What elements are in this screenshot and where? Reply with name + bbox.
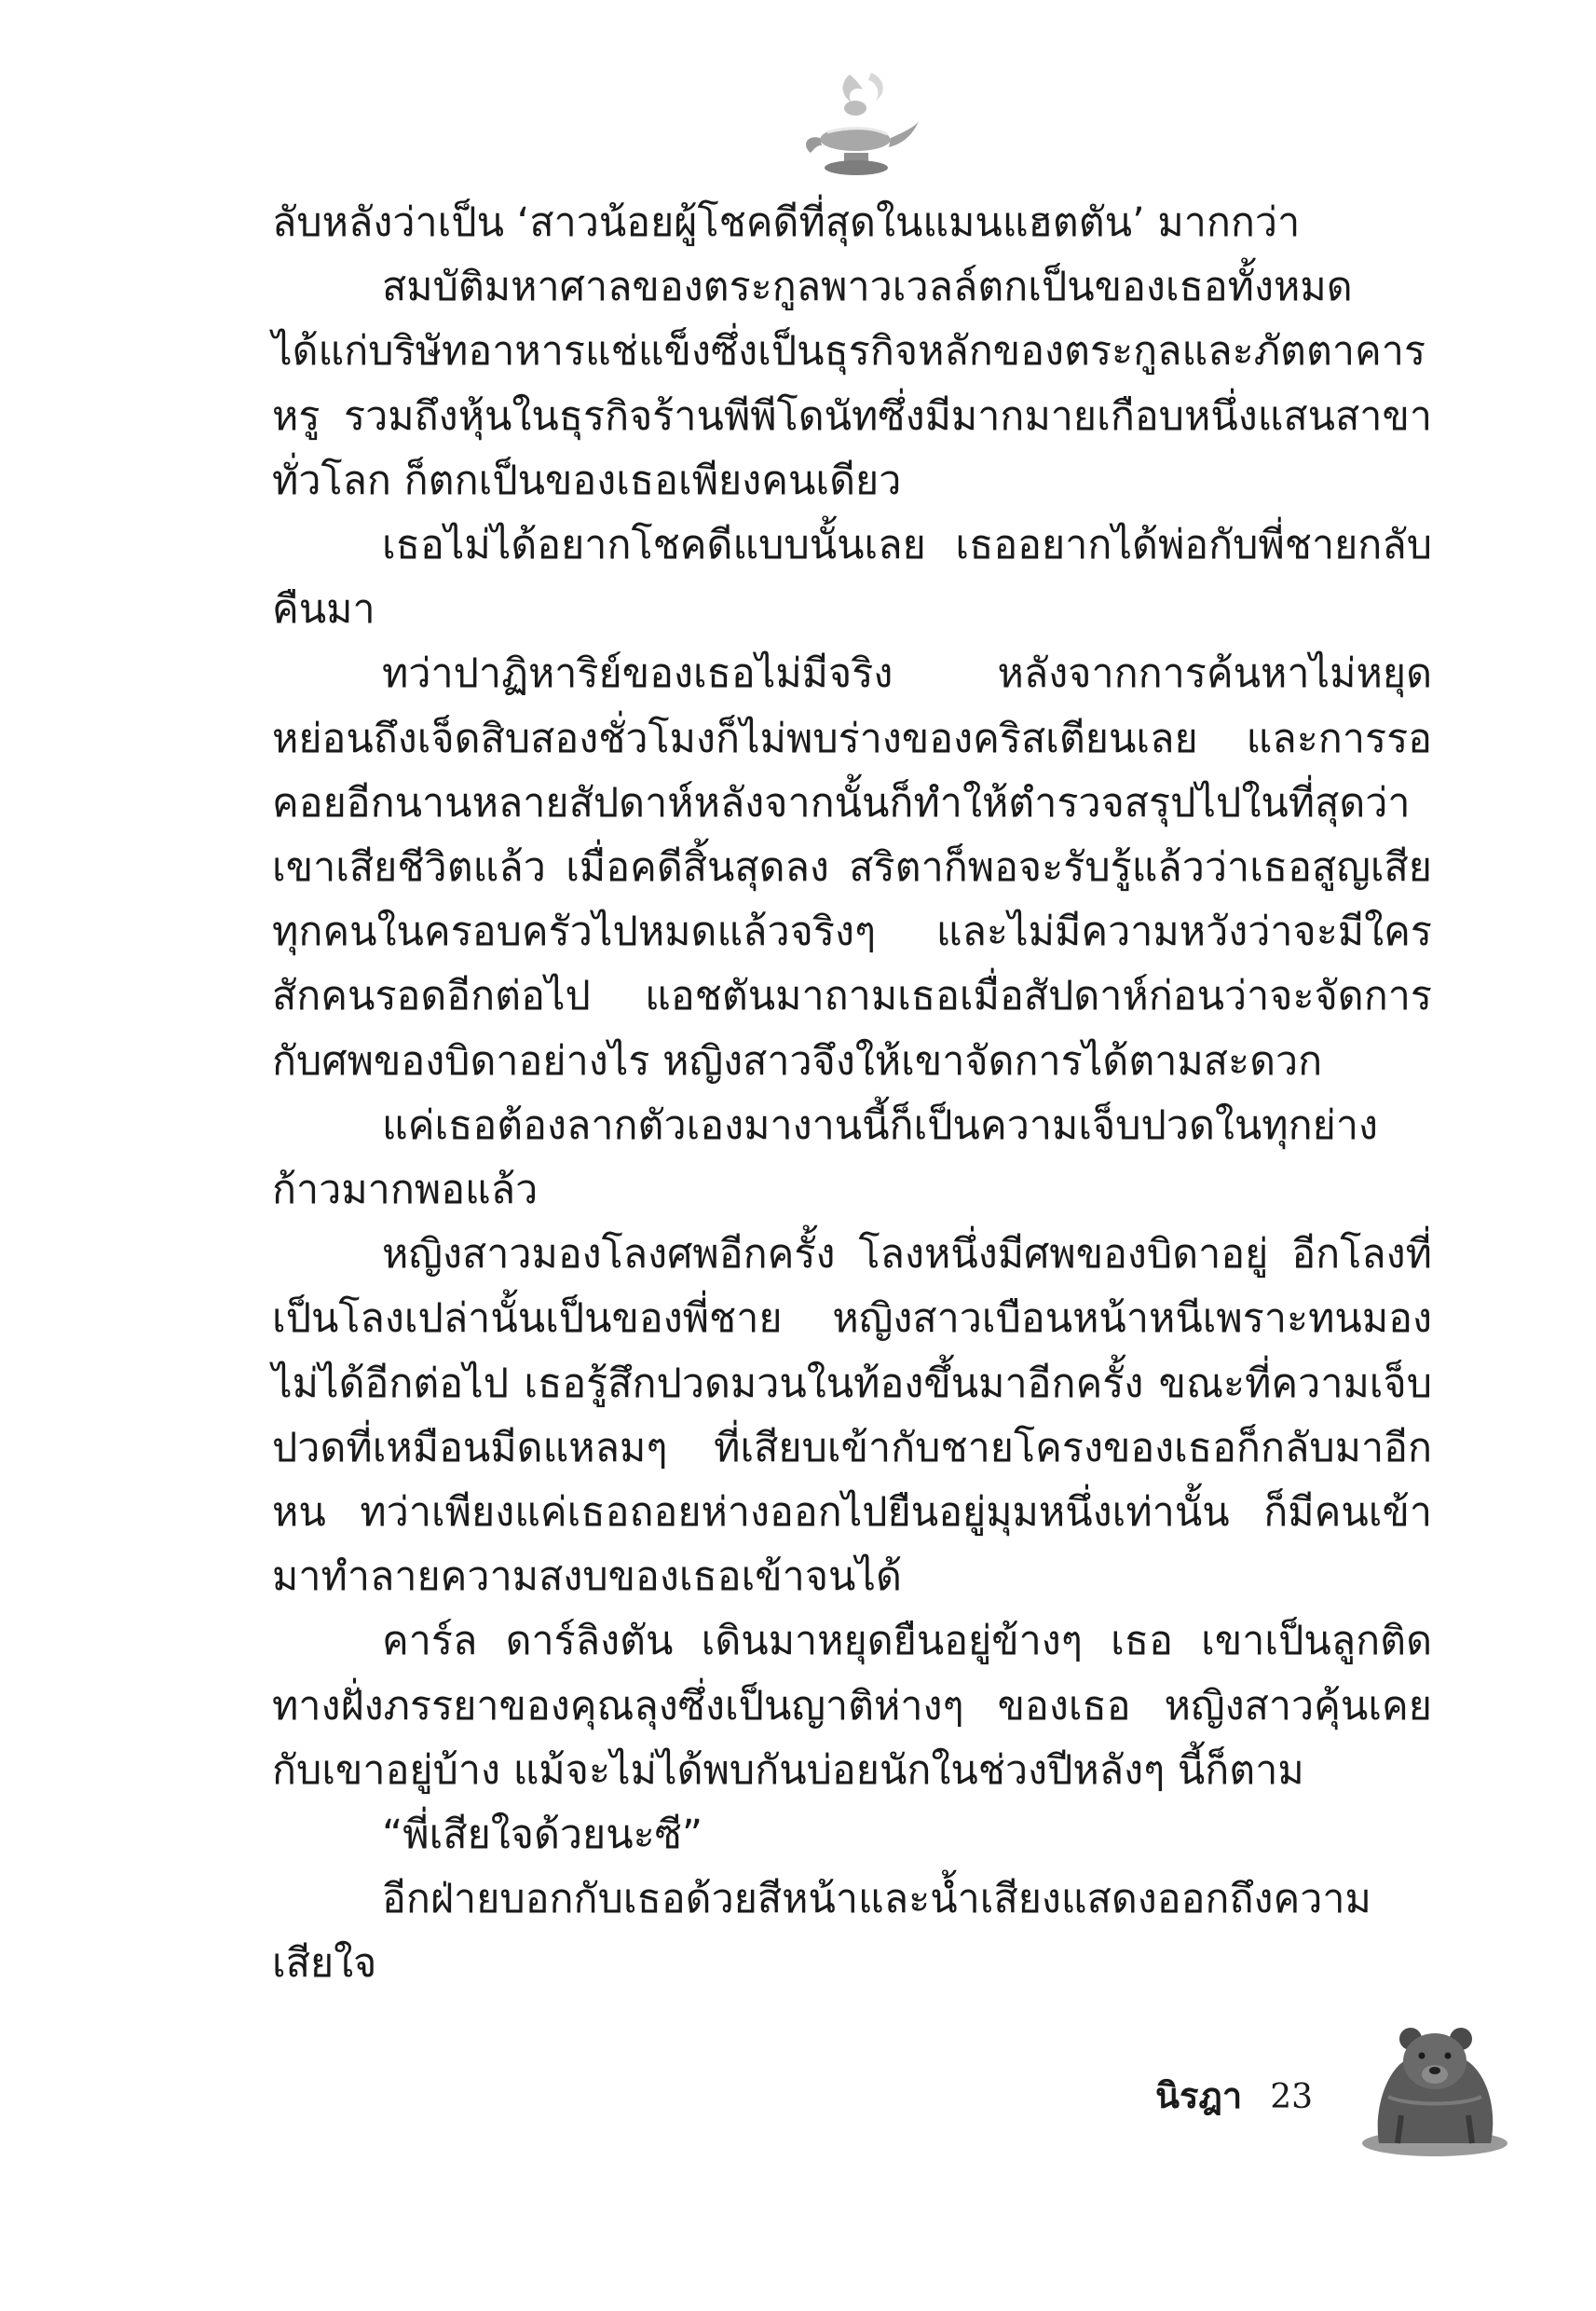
genie-lamp-icon bbox=[783, 65, 922, 196]
paragraph-4: ทว่าปาฏิหาริย์ของเธอไม่มีจริง หลังจากการค้นหาไม่หยุดหย่อนถึงเจ็ดสิบสองชั่วโมงก็ไม่พบร่างของคริสเตียนเลย และการรอคอยอีกนานหลายสัปดาห์หลังจากนั้นก็ทำให้ตำรวจสรุปไปในที่สุดว่าเขาเสียชีวิตแล้ว เมื่อคดีสิ้นสุดลง สริตาก็พอจะรับรู้แล้วว่าเธอสูญเสียทุกคนในครอบครัวไปหมดแล้วจริงๆ และไม่มีความหวังว่าจะมีใครสักคนรอดอีกต่อไป แอชตันมาถามเธอเมื่อสัปดาห์ก่อนว่าจะจัดการกับศพของบิดาอย่างไร หญิงสาวจึงให้เขาจัดการได้ตามสะดวก bbox=[272, 650, 1432, 1085]
paragraph-3: เธอไม่ได้อยากโชคดีแบบนั้นเลย เธออยากได้พ่อกับพี่ชายกลับคืนมา bbox=[272, 522, 1432, 634]
paragraph-5: แค่เธอต้องลากตัวเองมางานนี้ก็เป็นความเจ็บปวดในทุกย่างก้าวมากพอแล้ว bbox=[272, 1101, 1379, 1214]
paragraph-2: สมบัติมหาศาลของตระกูลพาวเวลล์ตกเป็นของเธอทั้งหมด ได้แก่บริษัทอาหารแช่แข็งซึ่งเป็นธุรกิจหลักของตระกูลและภัตตาคารหรู รวมถึงหุ้นในธุรกิจร้านพีพีโดนัทซึ่งมีมากมายเกือบหนึ่งแสนสาขาทั่วโลก ก็ตกเป็นของเธอเพียงคนเดียว bbox=[272, 264, 1432, 504]
page-number: 23 bbox=[1270, 2078, 1314, 2116]
bear-photo-icon bbox=[1360, 2003, 1509, 2162]
paragraph-6: หญิงสาวมองโลงศพอีกครั้ง โลงหนึ่งมีศพของบิดาอยู่ อีกโลงที่เป็นโลงเปล่านั้นเป็นของพี่ชาย หญิงสาวเบือนหน้าหนีเพราะทนมองไม่ได้อีกต่อไป เธอรู้สึกปวดมวนในท้องขึ้นมาอีกครั้ง ขณะที่ความเจ็บปวดที่เหมือนมีดแหลมๆ ที่เสียบเข้ากับชายโครงของเธอก็กลับมาอีกหน ทว่าเพียงแค่เธอถอยห่างออกไปยืนอยู่มุมหนึ่งเท่านั้น ก็มีคนเข้ามาทำลายความสงบของเธอเข้าจนได้ bbox=[272, 1231, 1432, 1601]
paragraph-8: “พี่เสียใจด้วยนะซี” bbox=[382, 1812, 703, 1859]
paragraph-7: คาร์ล ดาร์ลิงตัน เดินมาหยุดยืนอยู่ข้างๆ เธอ เขาเป็นลูกติดทางฝั่งภรรยาของคุณลุงซึ่งเป็นญาติห่างๆ ของเธอ หญิงสาวคุ้นเคยกับเขาอยู่บ้าง แม้จะไม่ได้พบกันบ่อยนักในช่วงปีหลังๆ นี้ก็ตาม bbox=[272, 1618, 1432, 1794]
story-body bbox=[272, 191, 1432, 1997]
page-footer bbox=[1155, 2067, 1313, 2124]
book-title: นิรฎา bbox=[1155, 2075, 1243, 2116]
paragraph-9: อีกฝ่ายบอกกับเธอด้วยสีหน้าและน้ำเสียงแสดงออกถึงความเสียใจ bbox=[272, 1876, 1371, 1988]
paragraph-1: ลับหลังว่าเป็น ‘สาวน้อยผู้โชคดีที่สุดในแมนแฮตตัน’ มากกว่า bbox=[272, 199, 1301, 246]
